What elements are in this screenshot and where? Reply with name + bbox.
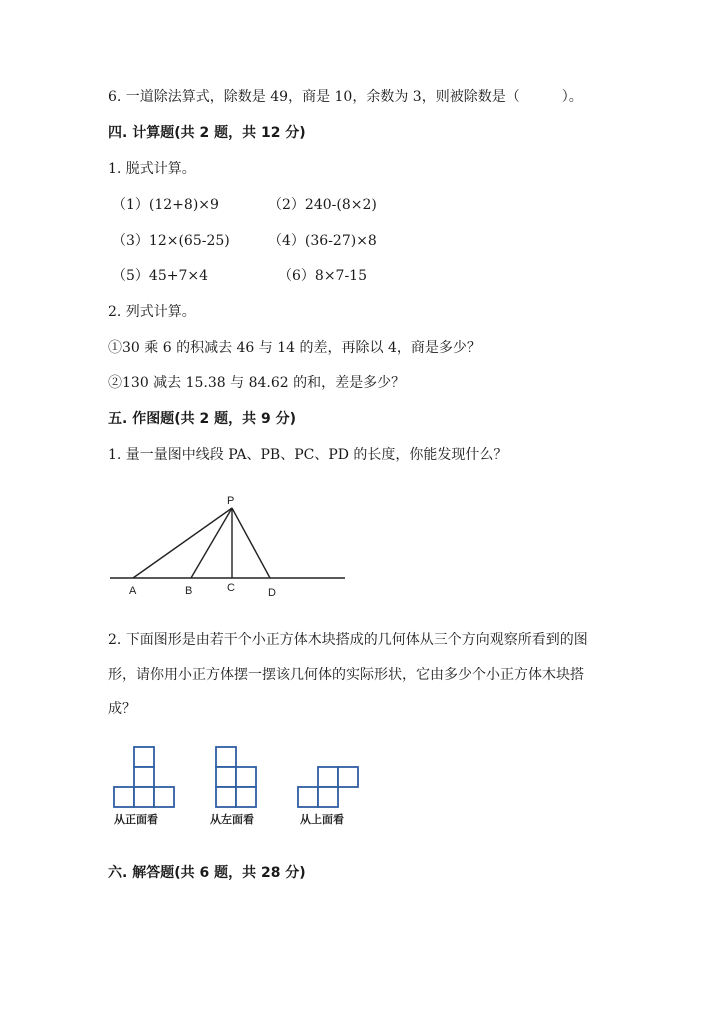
segment-pa bbox=[133, 508, 232, 578]
caption-front: 从正面看 bbox=[114, 813, 158, 826]
three-views-figure bbox=[110, 745, 370, 835]
label-b: B bbox=[185, 585, 193, 597]
top-view bbox=[298, 767, 358, 826]
s5-q1-title: 1. 量一量图中线段 PA、PB、PC、PD 的长度，你能发现什么？ bbox=[108, 447, 508, 463]
left-view bbox=[210, 747, 256, 826]
calc-item-2: （2）240-(8×2) bbox=[268, 197, 377, 213]
calc-item-3: （3）12×(65-25) bbox=[112, 233, 230, 249]
label-a: A bbox=[129, 585, 137, 597]
word-problem-1: ①30 乘 6 的积减去 46 与 14 的差，再除以 4，商是多少？ bbox=[108, 340, 481, 356]
calc-item-5: （5）45+7×4 bbox=[112, 268, 208, 284]
section-6-title: 六. 解答题(共 6 题，共 28 分) bbox=[108, 865, 306, 881]
label-d: D bbox=[268, 587, 276, 599]
caption-top: 从上面看 bbox=[300, 813, 344, 826]
caption-left: 从左面看 bbox=[210, 813, 254, 826]
question-6: 6. 一道除法算式，除数是 49，商是 10，余数为 3，则被除数是（ ）。 bbox=[108, 89, 583, 105]
front-view bbox=[114, 747, 174, 826]
s4-q1-title: 1. 脱式计算。 bbox=[108, 161, 196, 177]
calc-item-4: （4）(36-27)×8 bbox=[268, 233, 377, 249]
label-p: P bbox=[227, 495, 235, 507]
word-problem-2: ②130 减去 15.38 与 84.62 的和，差是多少？ bbox=[108, 375, 406, 391]
section-5-title: 五. 作图题(共 2 题，共 9 分) bbox=[108, 411, 296, 427]
s5-q2-line-3: 成？ bbox=[108, 701, 136, 717]
calc-item-1: （1）(12+8)×9 bbox=[112, 197, 219, 213]
s4-q2-title: 2. 列式计算。 bbox=[108, 304, 196, 320]
segment-pd bbox=[232, 508, 270, 578]
label-c: C bbox=[227, 582, 235, 594]
section-4-title: 四. 计算题(共 2 题，共 12 分) bbox=[108, 125, 306, 141]
s5-q2-line-2: 形，请你用小正方体摆一摆该几何体的实际形状，它由多少个小正方体木块搭 bbox=[108, 667, 584, 683]
segments-figure bbox=[105, 490, 365, 610]
calc-item-6: （6）8×7-15 bbox=[278, 268, 367, 284]
segment-pb bbox=[191, 508, 232, 578]
s5-q2-line-1: 2. 下面图形是由若干个小正方体木块搭成的几何体从三个方向观察所看到的图 bbox=[108, 632, 588, 648]
